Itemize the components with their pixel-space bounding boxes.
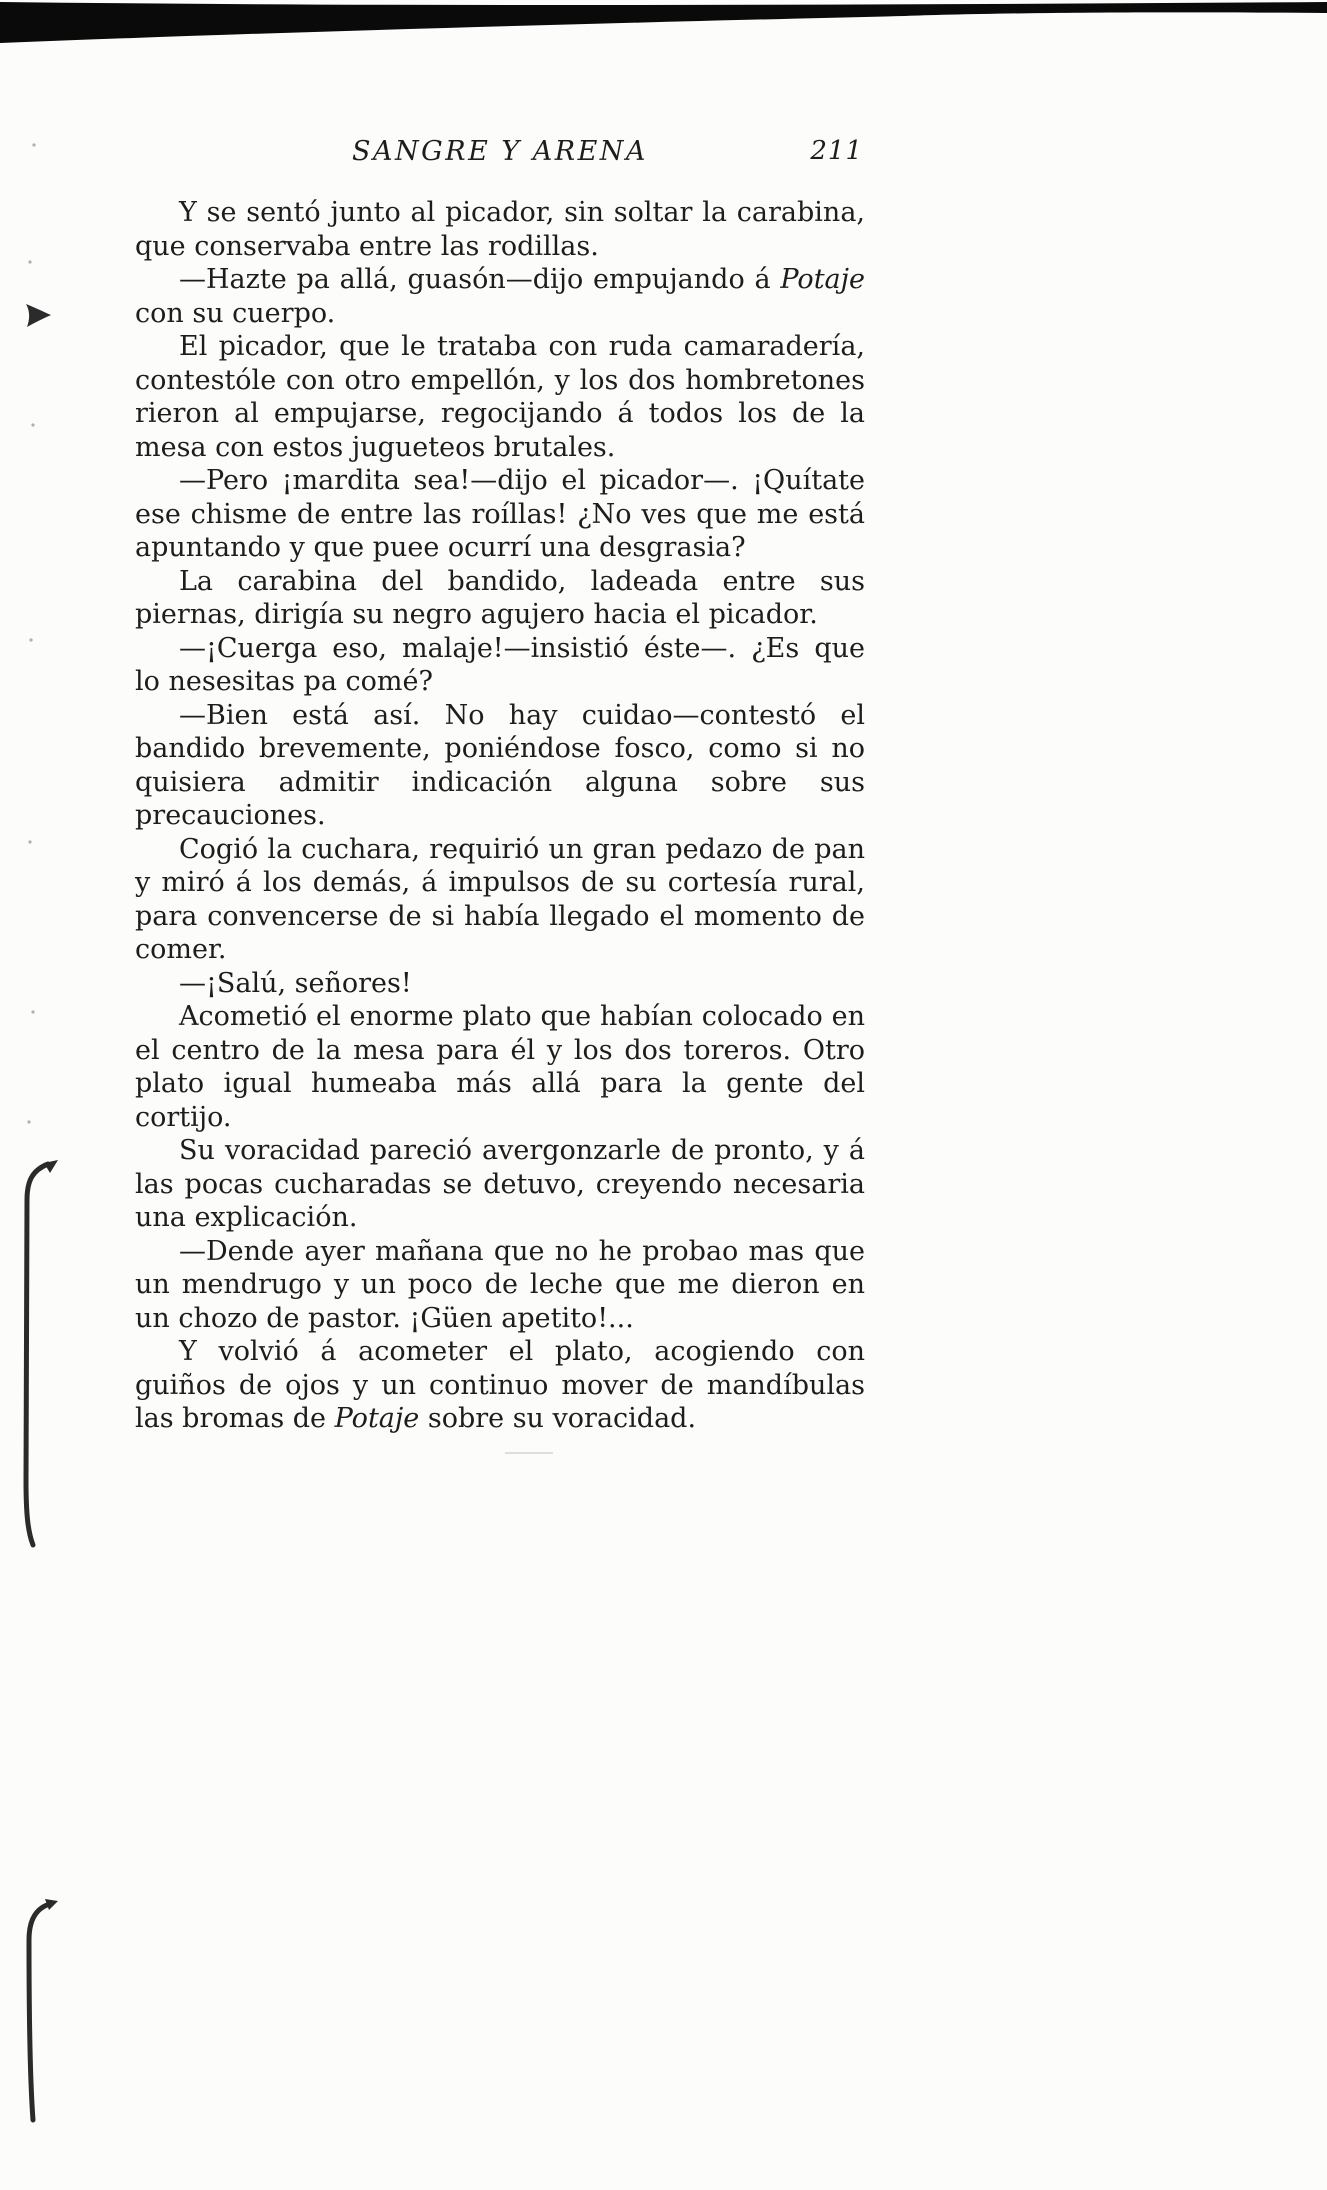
paragraph	[135, 1235, 865, 1336]
paragraph	[135, 196, 865, 263]
text-segment: El picador, que le trataba con ruda camaradería, contestóle con otro empellón, y los dos hombretones rieron al empujarse, regocijando á todos los de la mesa con estos jugueteos brutales.	[135, 331, 865, 463]
text-segment: —Bien está así. No hay cuidao—contestó el bandido brevemente, poniéndose fosco, como si no quisiera admitir indicación alguna sobre sus precauciones.	[135, 699, 865, 831]
faint-center-dash	[505, 1452, 553, 1454]
text-segment: con su cuerpo.	[135, 297, 336, 329]
text-segment: Y se sentó junto al picador, sin soltar la carabina, que conservaba entre las rodillas.	[135, 197, 865, 262]
scan-edge-artifact	[0, 0, 1327, 60]
page-body-text	[135, 196, 865, 1436]
paragraph	[135, 263, 865, 330]
paragraph	[135, 967, 865, 1001]
paragraph	[135, 699, 865, 833]
italic-word: Potaje	[334, 1403, 420, 1434]
paragraph	[135, 330, 865, 464]
pen-arrow-mark	[26, 304, 51, 327]
pen-bracket-mark-bottom	[29, 1904, 50, 2120]
paragraph	[135, 565, 865, 632]
text-segment: Su voracidad pareció avergonzarle de pronto, y á las pocas cucharadas se detuvo, creyendo necesaria una explicación.	[135, 1135, 865, 1233]
text-segment: —¡Cuerga eso, malaje!—insistió éste—. ¿Es que lo nesesitas pa comé?	[135, 632, 865, 697]
text-segment: sobre su voracidad.	[419, 1403, 697, 1434]
text-segment: Y volvió á acometer el plato, acogiendo con guiños de ojos y un continuo mover de mandíbulas las bromas de	[135, 1336, 865, 1434]
running-header-title: SANGRE Y ARENA	[352, 136, 648, 167]
pen-bracket-mark-long	[26, 1164, 48, 1545]
pen-bracket-mark-bottom-tip	[45, 1899, 58, 1910]
paragraph	[135, 1335, 865, 1436]
paragraph	[135, 464, 865, 565]
running-header	[135, 136, 865, 167]
paragraph	[135, 833, 865, 967]
text-segment: —Pero ¡mardita sea!—dijo el picador—. ¡Quítate ese chisme de entre las roíllas! ¿No ves que me está apuntando y que puee ocurrí una desgrasia?	[135, 465, 865, 563]
paragraph	[135, 632, 865, 699]
text-segment: La carabina del bandido, ladeada entre sus piernas, dirigía su negro agujero hacia el picador.	[135, 565, 865, 630]
text-segment: —¡Salú, señores!	[179, 967, 412, 999]
page-number: 211	[810, 136, 863, 166]
scan-noise-dots	[27, 143, 35, 1123]
text-segment: —Hazte pa allá, guasón—dijo empujando á	[179, 264, 781, 295]
paragraph	[135, 1134, 865, 1235]
scan-bar-shape	[0, 2, 1327, 43]
text-segment: Cogió la cuchara, requirió un gran pedazo de pan y miró á los demás, á impulsos de su cortesía rural, para convencerse de si había llegado el momento de comer.	[135, 833, 865, 965]
pen-bracket-mark-long-tip	[44, 1160, 58, 1173]
text-segment: —Dende ayer mañana que no he probao mas que un mendrugo y un poco de leche que me dieron en un chozo de pastor. ¡Güen apetito!...	[135, 1235, 865, 1334]
text-segment: Acometió el enorme plato que habían colocado en el centro de la mesa para él y los dos toreros. Otro plato igual humeaba más allá para la gente del cortijo.	[135, 1001, 865, 1133]
paragraph	[135, 1000, 865, 1134]
italic-word: Potaje	[780, 264, 865, 295]
